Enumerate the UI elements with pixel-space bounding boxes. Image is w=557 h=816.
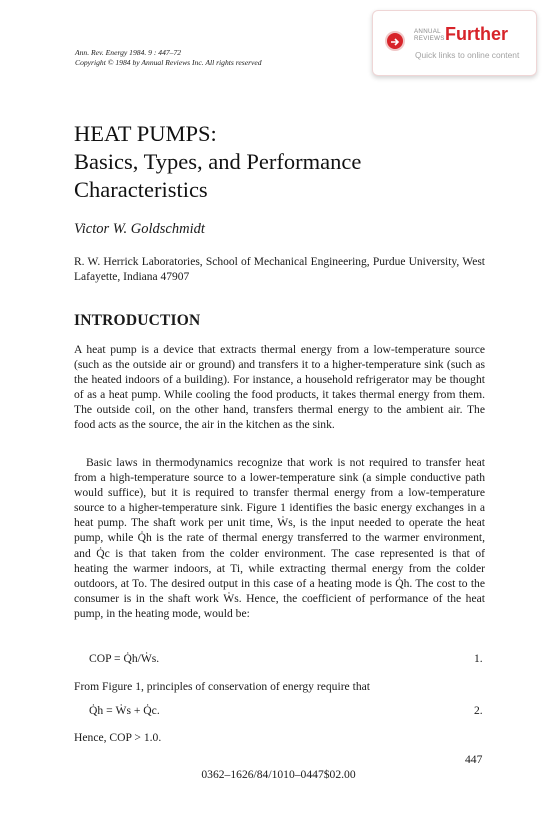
body-line: Hence, COP > 1.0. bbox=[74, 731, 162, 744]
copyright-line: Copyright © 1984 by Annual Reviews Inc. All rights reserved bbox=[75, 58, 262, 67]
journal-citation bbox=[75, 48, 262, 68]
further-links-badge[interactable] bbox=[372, 10, 537, 76]
equation-number: 2. bbox=[474, 704, 483, 717]
title-line: Basics, Types, and Performance bbox=[74, 149, 362, 174]
title-line: Characteristics bbox=[74, 177, 208, 202]
annual-reviews-wordmark bbox=[414, 28, 445, 42]
price-code: 0362–1626/84/1010–0447$02.00 bbox=[201, 768, 356, 781]
annual-reviews-logo-icon bbox=[385, 31, 405, 51]
reviews-label: REVIEWS bbox=[414, 35, 445, 42]
article-title bbox=[74, 120, 361, 204]
page-number: 447 bbox=[465, 753, 483, 766]
section-heading: INTRODUCTION bbox=[74, 312, 201, 329]
equation: COP = Q̇h/Ẇs. bbox=[89, 652, 160, 665]
body-line: From Figure 1, principles of conservation of energy require that bbox=[74, 680, 370, 693]
equation: Q̇h = Ẇs + Q̇c. bbox=[89, 704, 160, 717]
author-affiliation: R. W. Herrick Laboratories, School of Mechanical Engineering, Purdue University, West Lafayette, Indiana 47907 bbox=[74, 256, 485, 283]
author-name: Victor W. Goldschmidt bbox=[74, 221, 205, 237]
title-line: HEAT PUMPS: bbox=[74, 121, 217, 146]
annual-label: ANNUAL bbox=[414, 28, 441, 35]
body-paragraph: A heat pump is a device that extracts thermal energy from a low-temperature source (such as the outside air or ground) and transfers it to a higher-temperature sink (such as the heated indoors of a building). For instance, a household refrigerator may be thought of as a heat pump. While cooling the food products, it takes thermal energy from them. The outside coil, on the other hand, transfers thermal energy to the ambient air. The food acts as the source, the air in the kitchen as the sink. bbox=[74, 343, 485, 432]
equation-number: 1. bbox=[474, 652, 483, 665]
quick-links-tagline: Quick links to online content bbox=[415, 50, 520, 60]
further-label: Further bbox=[445, 24, 508, 44]
body-paragraph: Basic laws in thermodynamics recognize that work is not required to transfer heat from a high-temperature source to a lower-temperature sink (a simple conductive path would suffice), but it is required to transfer thermal energy from a low-temperature source to a higher-temperature sink. Figure 1 identifies the basic energy exchanges in a heat pump. The shaft work per unit time, Ẇs, is the input needed to operate the heat pump, while Q̇h is the rate of thermal energy transferred to the warmer environment, and Q̇c is that taken from the colder environment. The case represented is that of heating the warmer indoors, at Ti, while extracting thermal energy from the colder outdoors, at To. The desired output in this case of a heating mode is Q̇h. The cost to the consumer is in the shaft work Ẇs. Hence, the coefficient of performance of the heat pump, in the heating mode, would be: bbox=[74, 456, 485, 620]
journal-citation-line: Ann. Rev. Energy 1984. 9 : 447–72 bbox=[75, 48, 182, 57]
